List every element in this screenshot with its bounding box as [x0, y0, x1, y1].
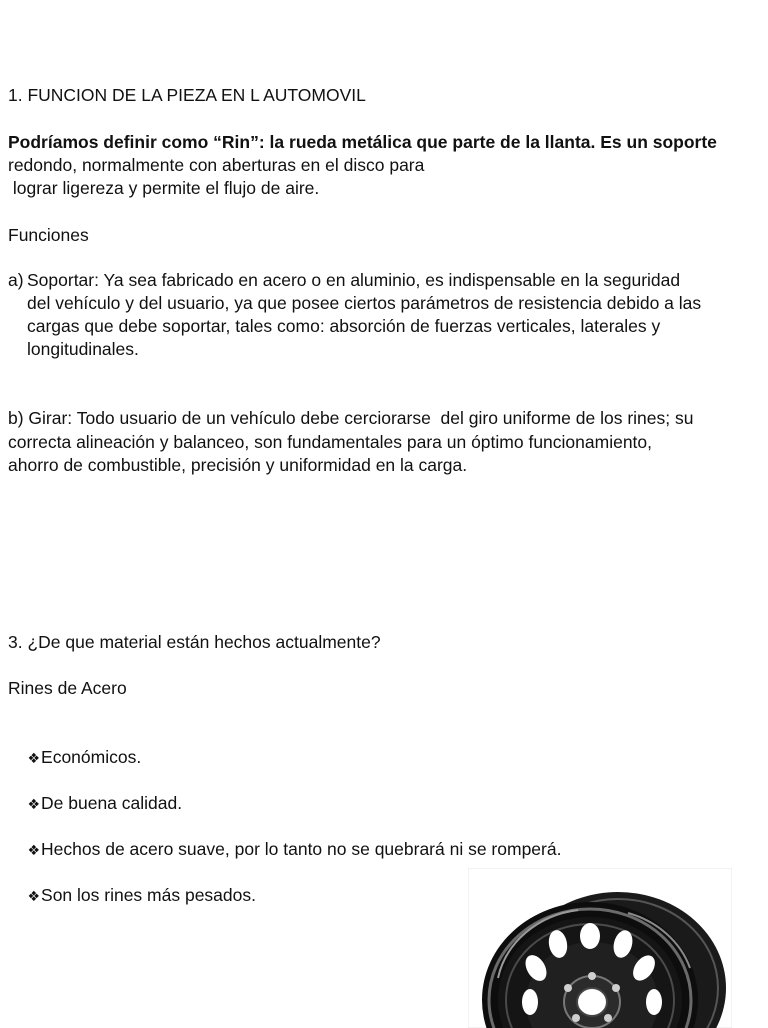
bullet-item — [8, 861, 256, 932]
item-a-line: Soportar: Ya sea fabricado en acero o en aluminio, es indispensable en la seguridad — [27, 270, 681, 290]
steel-rim-photo — [468, 868, 732, 1028]
section-3-question: 3. ¿De que material están hechos actualmente? — [8, 632, 381, 652]
item-a-text — [27, 269, 767, 361]
diamond-bullet-icon: ❖ — [27, 751, 41, 767]
diamond-bullet-icon: ❖ — [27, 889, 41, 905]
bullet-text: Económicos. — [41, 747, 142, 767]
item-a-label: a) — [8, 270, 24, 290]
item-a-line: cargas que debe soportar, tales como: absorción de fuerzas verticales, laterales y — [27, 316, 661, 336]
bullet-text: Son los rines más pesados. — [41, 885, 256, 905]
item-a-line: del vehículo y del usuario, ya que posee ciertos parámetros de resistencia debido a las — [27, 293, 702, 313]
bullet-text: De buena calidad. — [41, 793, 183, 813]
diamond-bullet-icon: ❖ — [27, 797, 41, 813]
section-1-heading: 1. FUNCION DE LA PIEZA EN L AUTOMOVIL — [8, 85, 366, 105]
bullet-text: Hechos de acero suave, por lo tanto no se quebrará ni se romperá. — [41, 839, 562, 859]
definition-line-3: lograr ligereza y permite el flujo de aire. — [8, 178, 320, 198]
item-a-line: longitudinales. — [27, 339, 139, 359]
definition-line-2: redondo, normalmente con aberturas en el disco para — [8, 155, 425, 175]
item-b-line: ahorro de combustible, precisión y uniformidad en la carga. — [8, 455, 468, 475]
item-b-line: correcta alineación y balanceo, son fundamentales para un óptimo funcionamiento, — [8, 432, 653, 452]
diamond-bullet-icon: ❖ — [27, 843, 41, 859]
funciones-title: Funciones — [8, 225, 89, 245]
item-b-line: b) Girar: Todo usuario de un vehículo debe cerciorarse del giro uniforme de los rines; su — [8, 408, 694, 428]
definition-bold-line: Podríamos definir como “Rin”: la rueda metálica que parte de la llanta. Es un soporte — [8, 132, 717, 152]
steel-rims-subtitle: Rines de Acero — [8, 678, 127, 698]
